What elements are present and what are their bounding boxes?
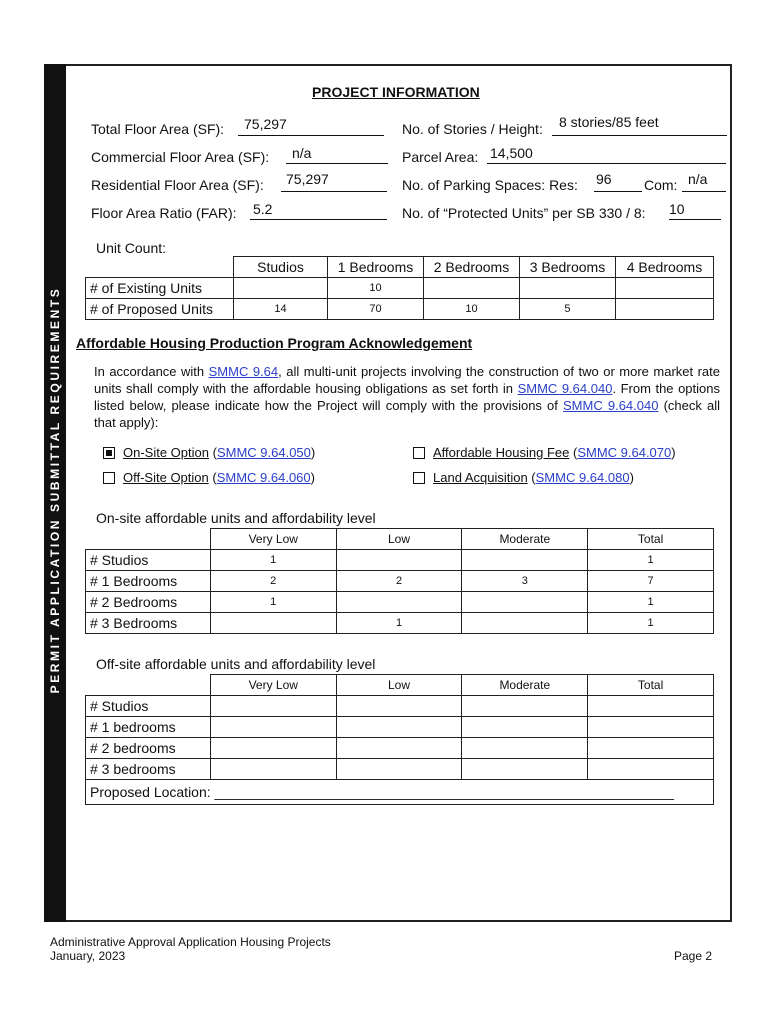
- cell[interactable]: [588, 696, 714, 717]
- smmc-9-64-link[interactable]: SMMC 9.64: [208, 364, 279, 379]
- cell[interactable]: 14: [234, 299, 328, 320]
- col-moderate: Moderate: [462, 675, 588, 696]
- cell[interactable]: 1: [336, 613, 462, 634]
- option-onsite[interactable]: On-Site Option (SMMC 9.64.050): [103, 445, 315, 460]
- cell[interactable]: [519, 278, 615, 299]
- total-floor-area-value[interactable]: 75,297: [244, 116, 287, 132]
- cell[interactable]: [588, 717, 714, 738]
- row-label: # 2 bedrooms: [86, 738, 211, 759]
- row-label: # Studios: [86, 550, 211, 571]
- checkbox-icon[interactable]: [413, 472, 425, 484]
- col-moderate: Moderate: [462, 529, 588, 550]
- smmc-9-64-040-link[interactable]: SMMC 9.64.040: [517, 381, 613, 396]
- unit-count-label: Unit Count:: [96, 240, 167, 256]
- option-housing-fee[interactable]: Affordable Housing Fee (SMMC 9.64.070): [413, 445, 676, 460]
- cell[interactable]: [462, 717, 588, 738]
- cell[interactable]: [588, 759, 714, 780]
- parcel-area-value[interactable]: 14,500: [490, 145, 533, 161]
- table-row: [86, 717, 714, 738]
- unit-count-table: [85, 256, 714, 320]
- stories-height-label: No. of Stories / Height:: [402, 121, 543, 137]
- cell[interactable]: 1: [588, 550, 714, 571]
- far-label: Floor Area Ratio (FAR):: [91, 205, 237, 221]
- checkbox-icon[interactable]: [103, 472, 115, 484]
- col-very-low: Very Low: [210, 529, 336, 550]
- row-label: # Studios: [86, 696, 211, 717]
- cell[interactable]: 7: [588, 571, 714, 592]
- table-row: [86, 571, 714, 592]
- footer-title: Administrative Approval Application Housing Projects: [50, 935, 331, 949]
- table-row: [86, 696, 714, 717]
- page-number: Page 2: [674, 949, 713, 963]
- cell[interactable]: 2: [336, 571, 462, 592]
- parking-res-value[interactable]: 96: [596, 171, 612, 187]
- cell[interactable]: [336, 696, 462, 717]
- table-row: [86, 278, 714, 299]
- table-row: [86, 299, 714, 320]
- col-3-bedrooms: 3 Bedrooms: [519, 257, 615, 278]
- cell[interactable]: 1: [588, 592, 714, 613]
- checkbox-checked-icon[interactable]: [103, 447, 115, 459]
- table-row: [86, 592, 714, 613]
- affordable-heading: Affordable Housing Production Program Acknowledgement: [76, 335, 473, 351]
- total-floor-area-label: Total Floor Area (SF):: [91, 121, 225, 137]
- cell[interactable]: [210, 759, 336, 780]
- residential-floor-area-label: Residential Floor Area (SF):: [91, 177, 264, 193]
- cell[interactable]: [210, 717, 336, 738]
- col-very-low: Very Low: [210, 675, 336, 696]
- page-title: PROJECT INFORMATION: [312, 84, 480, 100]
- parking-com-value[interactable]: n/a: [688, 171, 708, 187]
- cell[interactable]: [210, 613, 336, 634]
- row-label: # 3 Bedrooms: [86, 613, 211, 634]
- cell[interactable]: [336, 550, 462, 571]
- offsite-table-title: Off-site affordable units and affordability level: [96, 656, 376, 672]
- cell[interactable]: [615, 299, 713, 320]
- cell[interactable]: 1: [210, 550, 336, 571]
- cell[interactable]: 2: [210, 571, 336, 592]
- protected-units-label: No. of “Protected Units” per SB 330 / 8:: [402, 205, 646, 221]
- cell[interactable]: [615, 278, 713, 299]
- table-row: [86, 613, 714, 634]
- commercial-floor-area-value[interactable]: n/a: [292, 145, 312, 161]
- parking-res-label: No. of Parking Spaces: Res:: [402, 177, 578, 193]
- table-row: [86, 550, 714, 571]
- cell[interactable]: 10: [423, 299, 519, 320]
- row-label: # 3 bedrooms: [86, 759, 211, 780]
- cell[interactable]: [462, 738, 588, 759]
- table-row: [86, 738, 714, 759]
- row-label: # of Existing Units: [86, 278, 234, 299]
- stories-height-value[interactable]: 8 stories/85 feet: [559, 114, 659, 130]
- col-1-bedrooms: 1 Bedrooms: [328, 257, 424, 278]
- residential-floor-area-value[interactable]: 75,297: [286, 171, 329, 187]
- commercial-floor-area-label: Commercial Floor Area (SF):: [91, 149, 270, 165]
- row-label: # 2 Bedrooms: [86, 592, 211, 613]
- table-row: [86, 780, 714, 805]
- protected-units-value[interactable]: 10: [669, 201, 685, 217]
- option-land-acquisition[interactable]: Land Acquisition (SMMC 9.64.080): [413, 470, 634, 485]
- cell[interactable]: [462, 759, 588, 780]
- cell[interactable]: [588, 738, 714, 759]
- cell[interactable]: 1: [210, 592, 336, 613]
- proposed-location[interactable]: Proposed Location: ___________________________________________________________: [86, 780, 714, 805]
- cell[interactable]: [336, 759, 462, 780]
- table-row: [86, 759, 714, 780]
- cell[interactable]: [462, 613, 588, 634]
- row-label: # of Proposed Units: [86, 299, 234, 320]
- cell[interactable]: [462, 592, 588, 613]
- footer-date: January, 2023: [50, 949, 126, 963]
- checkbox-icon[interactable]: [413, 447, 425, 459]
- col-total: Total: [588, 529, 714, 550]
- col-studios: Studios: [234, 257, 328, 278]
- offsite-table: [85, 674, 714, 805]
- onsite-table-title: On-site affordable units and affordability level: [96, 510, 376, 526]
- cell[interactable]: 10: [328, 278, 424, 299]
- col-low: Low: [336, 675, 462, 696]
- col-4-bedrooms: 4 Bedrooms: [615, 257, 713, 278]
- col-total: Total: [588, 675, 714, 696]
- affordable-paragraph: In accordance with SMMC 9.64, all multi-unit projects involving the construction of two or more market rate units shall comply with the affordable housing obligations as set forth in SMMC 9.64.040. From the options listed below, please indicate how the Project will comply with the provisions of SMMC 9.64.040 (check all that apply):: [94, 364, 720, 430]
- parking-com-label: Com:: [644, 177, 678, 193]
- cell[interactable]: 70: [328, 299, 424, 320]
- cell[interactable]: 1: [588, 613, 714, 634]
- sidebar-label: PERMIT APPLICATION SUBMITTAL REQUIREMENTS: [48, 286, 62, 694]
- cell[interactable]: [423, 278, 519, 299]
- option-offsite[interactable]: Off-Site Option (SMMC 9.64.060): [103, 470, 315, 485]
- row-label: # 1 bedrooms: [86, 717, 211, 738]
- cell[interactable]: [336, 717, 462, 738]
- col-low: Low: [336, 529, 462, 550]
- row-label: # 1 Bedrooms: [86, 571, 211, 592]
- parcel-area-label: Parcel Area:: [402, 149, 479, 165]
- far-value[interactable]: 5.2: [253, 201, 273, 217]
- cell[interactable]: [234, 278, 328, 299]
- cell[interactable]: [462, 696, 588, 717]
- col-2-bedrooms: 2 Bedrooms: [423, 257, 519, 278]
- cell[interactable]: [336, 738, 462, 759]
- cell[interactable]: [210, 696, 336, 717]
- cell[interactable]: [462, 550, 588, 571]
- onsite-table: [85, 528, 714, 634]
- cell[interactable]: 5: [519, 299, 615, 320]
- cell[interactable]: [210, 738, 336, 759]
- smmc-9-64-040-link-2[interactable]: SMMC 9.64.040: [563, 398, 659, 413]
- cell[interactable]: 3: [462, 571, 588, 592]
- cell[interactable]: [336, 592, 462, 613]
